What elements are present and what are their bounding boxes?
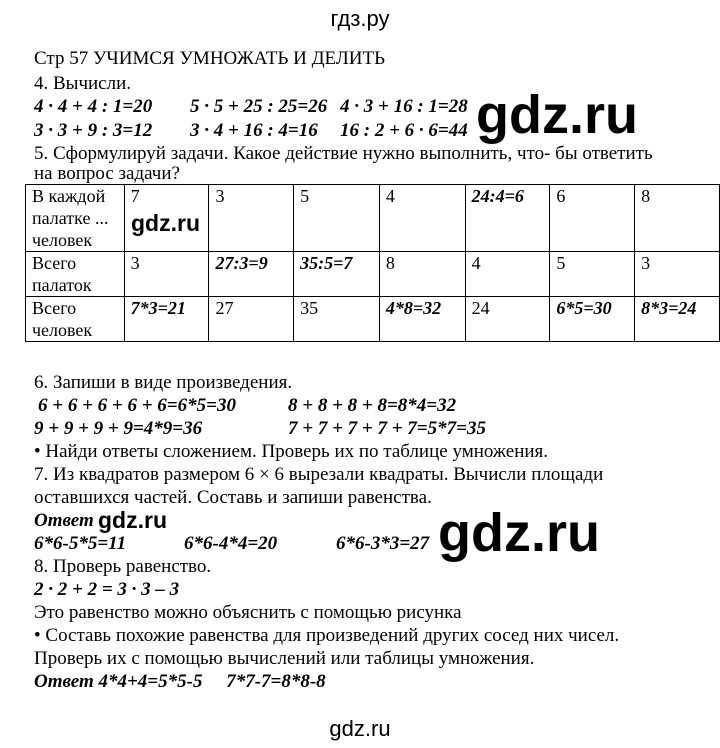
ex8-heading: 8. Проверь равенство.	[34, 556, 212, 577]
table-row	[26, 252, 720, 297]
ex8-line2: • Составь похожие равенства для произведений других сосед них чисел.	[34, 625, 620, 646]
ex7-line1: 7. Из квадратов размером 6 × 6 вырезали квадраты. Вычисли площади	[34, 464, 604, 485]
ex5-table	[25, 184, 720, 342]
table-cell: 4*8=32	[379, 297, 465, 342]
table-cell: 3	[209, 185, 294, 252]
table-row	[26, 297, 720, 342]
watermark-large: gdz.ru	[476, 85, 638, 145]
table-cell: 35	[294, 297, 380, 342]
table-cell: 7	[124, 185, 209, 252]
ex4-expr: 16 : 2 + 6 · 6=44	[340, 120, 468, 141]
footer-watermark: gdz.ru	[329, 716, 391, 741]
table-row-label: Всего человек	[26, 297, 125, 342]
ex6-heading: 6. Запиши в виде произведения.	[34, 372, 293, 393]
table-cell: 27	[209, 297, 294, 342]
table-cell: 3	[635, 252, 720, 297]
ex4-expr: 5 · 5 + 25 : 25=26	[190, 96, 328, 117]
ex5-line1: 5. Сформулируй задачи. Какое действие нужно выполнить, что- бы ответить	[34, 143, 653, 164]
watermark-small: gdz.ru	[131, 210, 200, 236]
ex8-line3: Проверь их с помощью вычислений или таблицы умножения.	[34, 648, 535, 669]
table-cell: 35:5=7	[294, 252, 380, 297]
table-cell: 7*3=21	[124, 297, 209, 342]
table-cell: 5	[550, 252, 635, 297]
table-cell: 24	[465, 297, 550, 342]
ex4-expr: 3 · 4 + 16 : 4=16	[190, 120, 318, 141]
ex4-row1	[34, 96, 504, 118]
table-cell: 24:4=6	[465, 185, 550, 252]
table-row	[26, 185, 720, 252]
ex4-expr: 4 · 3 + 16 : 1=28	[340, 96, 468, 117]
ex7-answer: 6*6-4*4=20	[184, 533, 278, 554]
watermark-small: gdz.ru	[98, 507, 167, 533]
table-cell: 8	[379, 252, 465, 297]
ex7-answer-label: Ответ	[34, 510, 94, 531]
ex4-heading: 4. Вычисли.	[34, 73, 131, 94]
ex8-equality: 2 · 2 + 2 = 3 · 3 – 3	[34, 579, 180, 600]
ex6-row1	[34, 395, 504, 417]
ex6-expr: 6 + 6 + 6 + 6 + 6=6*5=30	[38, 395, 236, 416]
ex6-expr: 8 + 8 + 8 + 8=8*4=32	[288, 395, 457, 416]
table-cell: 4	[379, 185, 465, 252]
site-header: гдз.ру	[330, 6, 390, 31]
ex6-note: • Найди ответы сложением. Проверь их по таблице умножения.	[34, 441, 549, 462]
ex6-expr: 7 + 7 + 7 + 7 + 7=5*7=35	[288, 418, 486, 439]
ex4-row2	[34, 120, 504, 142]
watermark-large: gdz.ru	[438, 503, 600, 563]
table-cell: 6	[550, 185, 635, 252]
table-cell: 27:3=9	[209, 252, 294, 297]
ex8-line1: Это равенство можно объяснить с помощью рисунка	[34, 602, 462, 623]
ex5-line2: на вопрос задачи?	[34, 163, 180, 184]
table-cell: 6*5=30	[550, 297, 635, 342]
ex7-line2: оставшихся частей. Составь и запиши равенства.	[34, 487, 432, 508]
table-cell: 3	[124, 252, 209, 297]
ex8-answer: Ответ 4*4+4=5*5-5 7*7-7=8*8-8	[34, 671, 326, 692]
ex4-expr: 4 · 4 + 4 : 1=20	[34, 96, 153, 117]
table-row-label: В каждой палатке ... человек	[26, 185, 125, 252]
table-cell: 8	[635, 185, 720, 252]
table-cell: 4	[465, 252, 550, 297]
ex4-expr: 3 · 3 + 9 : 3=12	[34, 120, 153, 141]
ex7-answers	[34, 533, 454, 555]
ex6-row2	[34, 418, 504, 440]
ex6-expr: 9 + 9 + 9 + 9=4*9=36	[34, 418, 203, 439]
ex7-answer: 6*6-5*5=11	[34, 533, 127, 554]
table-row-label: Всего палаток	[26, 252, 125, 297]
table-cell: 5	[294, 185, 380, 252]
ex7-answer: 6*6-3*3=27	[336, 533, 430, 554]
table-cell: 8*3=24	[635, 297, 720, 342]
page-title: Стр 57 УЧИМСЯ УМНОЖАТЬ И ДЕЛИТЬ	[34, 48, 386, 69]
